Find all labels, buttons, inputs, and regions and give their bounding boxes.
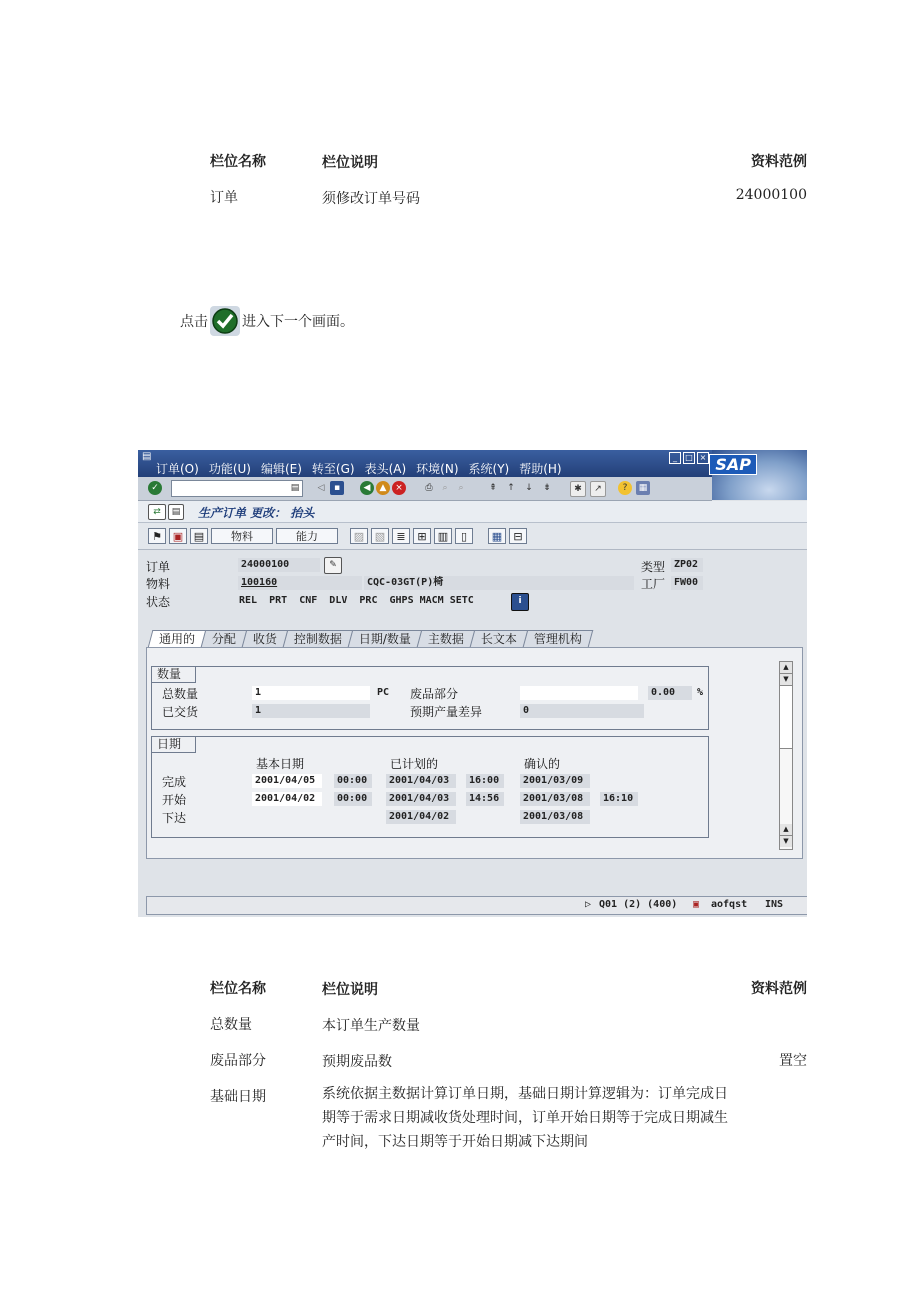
- release-label: 下达: [162, 811, 187, 825]
- scheduled-start-time: 14:56: [466, 792, 504, 806]
- scroll-up-icon[interactable]: ▲: [780, 662, 792, 674]
- row-name: 废品部分: [210, 1053, 266, 1069]
- shortcut-icon[interactable]: ↗: [590, 481, 606, 497]
- sap-logo-background: [712, 450, 807, 500]
- menu-edit[interactable]: 编辑(E): [260, 462, 302, 476]
- scheduled-start-date: 2001/04/03: [386, 792, 456, 806]
- previous-page-icon[interactable]: ↑: [507, 483, 515, 493]
- status-expand-icon[interactable]: ▷: [585, 899, 592, 910]
- tab-long-text[interactable]: [470, 630, 529, 647]
- save-icon[interactable]: ▪: [330, 481, 344, 495]
- scrap-percent-field: 0.00: [648, 686, 692, 700]
- display-change-icon[interactable]: ⇄: [148, 504, 166, 520]
- row-example: 24000100: [735, 187, 807, 203]
- tab-general[interactable]: [148, 630, 207, 648]
- quantity-group-title: 数量: [151, 666, 196, 683]
- sap-logo: SAP: [709, 454, 757, 475]
- vertical-scrollbar[interactable]: [779, 661, 793, 850]
- sequence-icon[interactable]: ≣: [392, 528, 410, 544]
- tab-long-text-label: 长文本: [480, 632, 518, 646]
- standard-toolbar: [138, 477, 712, 501]
- col-header-example: 资料范例: [751, 154, 807, 170]
- yield-deviation-label: 预期产量差异: [410, 705, 483, 719]
- table-header-row: [210, 151, 807, 187]
- material-label: 物料: [146, 577, 171, 591]
- confirmed-start-date: 2001/03/08: [520, 792, 590, 806]
- material-button[interactable]: [211, 528, 273, 544]
- instruction-note: [180, 306, 354, 336]
- total-quantity-field[interactable]: 1: [252, 686, 370, 700]
- exit-icon[interactable]: ▲: [376, 481, 390, 495]
- document-icon[interactable]: ▤: [168, 504, 184, 520]
- row-name: 总数量: [210, 1017, 252, 1033]
- type-label: 类型: [641, 560, 666, 574]
- confirmed-header: 确认的: [524, 757, 561, 771]
- plant-field: FW00: [671, 576, 703, 590]
- scheduled-release-date: 2001/04/02: [386, 810, 456, 824]
- capacity-button[interactable]: [276, 528, 338, 544]
- tab-dates-quantities[interactable]: [348, 630, 423, 647]
- row-desc: 预期废品数: [322, 1054, 392, 1070]
- print-icon[interactable]: ⎙: [425, 483, 433, 493]
- cancel-icon[interactable]: ×: [392, 481, 406, 495]
- col-header-desc: 栏位说明: [322, 155, 378, 171]
- layout-menu-icon[interactable]: ▦: [636, 481, 650, 495]
- row-desc: 本订单生产数量: [322, 1018, 420, 1034]
- tab-strip: [150, 630, 590, 648]
- copy-icon[interactable]: ▧: [371, 528, 389, 544]
- hierarchy-icon[interactable]: ⊞: [413, 528, 431, 544]
- quantity-group: [151, 666, 709, 730]
- close-icon[interactable]: ×: [697, 452, 709, 464]
- screen-title: 生产订单 更改： 抬头: [198, 506, 315, 520]
- scheduled-header: 已计划的: [390, 757, 439, 771]
- table-header-row: [210, 978, 807, 1014]
- table-row: [210, 1050, 807, 1086]
- overview-icon[interactable]: ▥: [434, 528, 452, 544]
- col-header-desc: 栏位说明: [322, 982, 378, 998]
- tab-control-data[interactable]: [283, 630, 354, 647]
- sap-window: [138, 450, 807, 917]
- row-name: 基础日期: [210, 1089, 266, 1105]
- total-quantity-label: 总数量: [162, 687, 199, 701]
- confirmed-finish-date: 2001/03/09: [520, 774, 590, 788]
- delivered-field: 1: [252, 704, 370, 718]
- scheduled-finish-time: 16:00: [466, 774, 504, 788]
- help-icon[interactable]: ?: [618, 481, 632, 495]
- menu-bar: [138, 450, 807, 477]
- percent-sign: %: [697, 687, 704, 698]
- operations-icon[interactable]: ▣: [169, 528, 187, 544]
- scroll-down-bottom-icon[interactable]: ▼: [780, 836, 792, 847]
- basic-finish-time[interactable]: 00:00: [334, 774, 372, 788]
- basic-finish-date[interactable]: 2001/04/05: [252, 774, 322, 788]
- scheduled-finish-date: 2001/04/03: [386, 774, 456, 788]
- checkmark-flag-icon[interactable]: ⚑: [148, 528, 166, 544]
- last-page-icon[interactable]: ⇟: [543, 483, 551, 493]
- scrap-label: 废品部分: [410, 687, 459, 701]
- tab-general-label: 通用的: [159, 632, 196, 646]
- tab-control-data-label: 控制数据: [293, 632, 342, 646]
- basic-start-date[interactable]: 2001/04/02: [252, 792, 322, 806]
- type-field: ZP02: [671, 558, 703, 572]
- note-suffix: 进入下一个画面。: [242, 314, 354, 330]
- material-button-label: 物料: [231, 530, 253, 543]
- finish-label: 完成: [162, 775, 187, 789]
- field-table-1: [210, 151, 807, 223]
- application-toolbar: [138, 523, 807, 550]
- menu-help[interactable]: 帮助(H): [519, 462, 562, 476]
- status-bar: [146, 896, 807, 915]
- network-icon[interactable]: ⊟: [509, 528, 527, 544]
- tab-panel: [146, 647, 803, 859]
- back-icon[interactable]: ◀: [360, 481, 374, 495]
- edit-icon[interactable]: ✎: [324, 557, 342, 574]
- material-number-field[interactable]: 100160: [238, 576, 362, 590]
- unit-field: PC: [377, 687, 390, 698]
- menu-function[interactable]: 功能(U): [208, 462, 251, 476]
- menu-system[interactable]: 系统(Y): [468, 462, 510, 476]
- col-header-example: 资料范例: [751, 981, 807, 997]
- capacity-button-label: 能力: [296, 530, 318, 543]
- scrap-field[interactable]: [520, 686, 638, 700]
- menu-list: [156, 460, 562, 477]
- screen-title-bar: [138, 501, 807, 523]
- maximize-icon[interactable]: □: [683, 452, 695, 464]
- info-icon[interactable]: i: [511, 593, 529, 611]
- basic-start-time[interactable]: 00:00: [334, 792, 372, 806]
- material-description-field: CQC-03GT(P)椅: [364, 576, 634, 590]
- scroll-thumb[interactable]: [780, 686, 792, 749]
- tab-dates-quantities-label: 日期/数量: [358, 632, 411, 646]
- find-next-icon[interactable]: ⌕: [458, 483, 464, 493]
- command-dropdown-icon[interactable]: ▤: [290, 483, 300, 493]
- field-table-2: [210, 978, 807, 1166]
- menu-goto[interactable]: 转至(G): [311, 462, 355, 476]
- plant-label: 工厂: [641, 577, 666, 591]
- back-arrow-icon[interactable]: ◁: [317, 483, 325, 493]
- delivered-label: 已交货: [162, 705, 199, 719]
- detail-icon[interactable]: ▯: [455, 528, 473, 544]
- new-session-icon[interactable]: ✱: [570, 481, 586, 497]
- table-row: [210, 1086, 807, 1166]
- check-icon: [210, 306, 240, 336]
- insert-mode: INS: [765, 899, 784, 910]
- command-field[interactable]: [171, 480, 303, 497]
- table-row: [210, 187, 807, 223]
- start-label: 开始: [162, 793, 187, 807]
- session-icon[interactable]: ▣: [693, 899, 700, 910]
- tab-master-data[interactable]: [417, 630, 476, 647]
- menu-environment[interactable]: 环境(N): [416, 462, 459, 476]
- find-icon[interactable]: ⌕: [442, 483, 448, 493]
- confirmed-release-date: 2001/03/08: [520, 810, 590, 824]
- row-desc: 须修改订单号码: [322, 191, 420, 207]
- scroll-up-bottom-icon[interactable]: ▲: [780, 824, 792, 836]
- tab-master-data-label: 主数据: [427, 632, 464, 646]
- tab-administration-label: 管理机构: [534, 632, 583, 646]
- col-header-name: 栏位名称: [210, 981, 266, 997]
- row-name: 订单: [210, 190, 238, 206]
- system-info: Q01 (2) (400): [599, 899, 678, 910]
- order-number-field[interactable]: 24000100: [238, 558, 320, 572]
- col-header-name: 栏位名称: [210, 154, 266, 170]
- menu-header[interactable]: 表头(A): [364, 462, 407, 476]
- dates-group-title: 日期: [151, 736, 196, 753]
- status-label: 状态: [146, 595, 171, 609]
- row-example: 置空: [779, 1053, 807, 1069]
- table-icon[interactable]: ▦: [488, 528, 506, 544]
- tab-goods-receipt[interactable]: [242, 630, 289, 647]
- tab-assignment[interactable]: [201, 630, 248, 647]
- system-menu-icon[interactable]: ▤: [142, 451, 152, 462]
- table-row: [210, 1014, 807, 1050]
- tab-goods-receipt-label: 收货: [252, 632, 277, 646]
- row-desc: 系统依据主数据计算订单日期，基础日期计算逻辑为：订单完成日期等于需求日期减收货处理时间，订单开始日期等于完成日期减生产时间，下达日期等于开始日期减下达期间: [322, 1086, 728, 1150]
- confirmed-start-time: 16:10: [600, 792, 638, 806]
- menu-order[interactable]: 订单(O): [156, 462, 199, 476]
- first-page-icon[interactable]: ⇞: [489, 483, 497, 493]
- tool-icon[interactable]: ▨: [350, 528, 368, 544]
- scroll-down-icon[interactable]: ▼: [780, 674, 792, 686]
- basic-dates-header: 基本日期: [256, 757, 305, 771]
- components-icon[interactable]: ▤: [190, 528, 208, 544]
- server-name: aofqst: [711, 899, 748, 910]
- yield-deviation-field: 0: [520, 704, 644, 718]
- tab-administration[interactable]: [523, 630, 594, 647]
- dates-group: [151, 736, 709, 838]
- order-label: 订单: [146, 560, 171, 574]
- next-page-icon[interactable]: ↓: [525, 483, 533, 493]
- window-controls: [669, 452, 709, 464]
- tab-assignment-label: 分配: [211, 632, 236, 646]
- status-field: REL PRT CNF DLV PRC GHPS MACM SETC: [239, 595, 474, 606]
- note-prefix: 点击: [180, 314, 208, 330]
- minimize-icon[interactable]: _: [669, 452, 681, 464]
- enter-icon[interactable]: ✓: [148, 481, 162, 495]
